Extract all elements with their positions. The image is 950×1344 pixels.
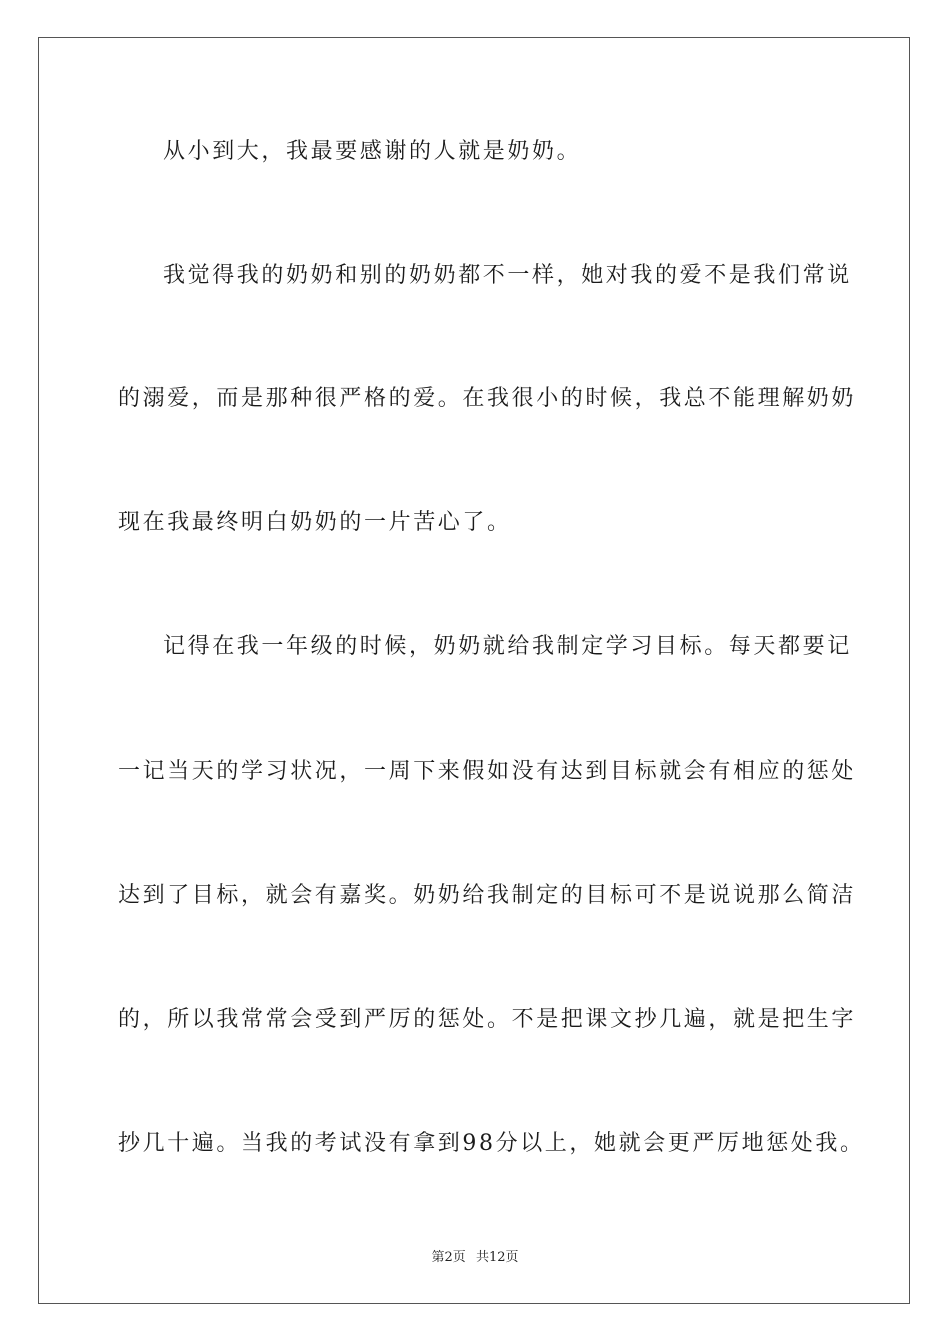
page-footer [0, 1246, 950, 1265]
page-number-current: 第2页 [431, 1250, 466, 1265]
text-line-4: 现在我最终明白奶奶的一片苦心了。 [118, 510, 512, 535]
text-line-3: 的溺爱，而是那种很严格的爱。在我很小的时候，我总不能理解奶奶 [118, 386, 857, 411]
text-line-6: 一记当天的学习状况，一周下来假如没有达到目标就会有相应的惩处 [118, 759, 857, 784]
text-line-8: 的，所以我常常会受到严厉的惩处。不是把课文抄几遍，就是把生字 [118, 1007, 857, 1032]
text-line-7: 达到了目标，就会有嘉奖。奶奶给我制定的目标可不是说说那么简洁 [118, 883, 857, 908]
page-border [38, 37, 910, 1304]
text-line-1: 从小到大，我最要感谢的人就是奶奶。 [163, 139, 582, 164]
page-number-total: 共12页 [475, 1250, 519, 1265]
text-line-9: 抄几十遍。当我的考试没有拿到98分以上，她就会更严厉地惩处我。 [118, 1131, 865, 1156]
text-line-5: 记得在我一年级的时候，奶奶就给我制定学习目标。每天都要记 [163, 634, 852, 659]
text-line-2: 我觉得我的奶奶和别的奶奶都不一样，她对我的爱不是我们常说 [163, 263, 852, 288]
